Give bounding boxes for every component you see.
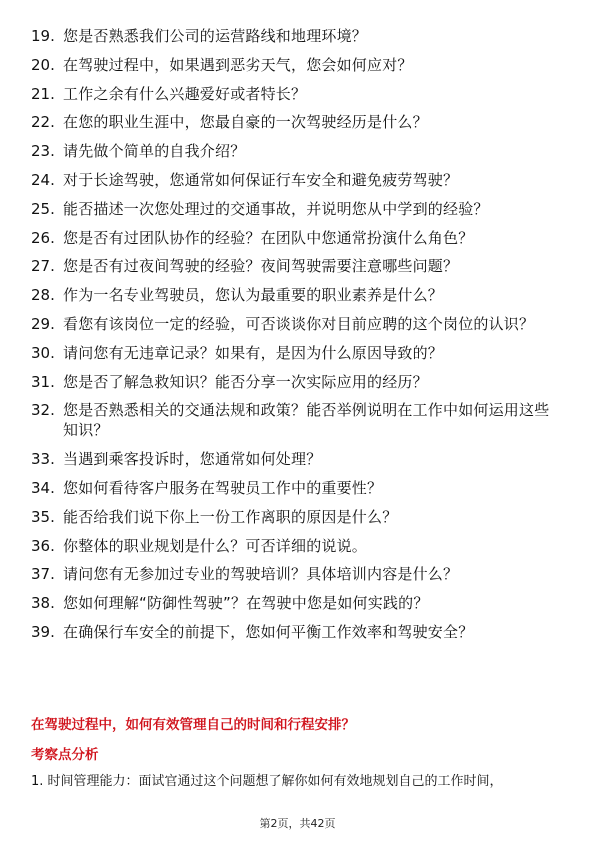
question-item — [31, 228, 561, 248]
question-number: 38. — [31, 594, 55, 613]
question-text: 看您有该岗位一定的经验，可否谈谈你对目前应聘的这个岗位的认识？ — [63, 314, 535, 333]
question-text: 你整体的职业规划是什么？可否详细的说说。 — [63, 536, 368, 555]
question-number: 25. — [31, 199, 55, 218]
question-item — [31, 478, 561, 498]
question-item — [31, 141, 561, 161]
question-number: 39. — [31, 622, 55, 641]
question-item — [31, 55, 561, 75]
analysis-item: 1. 时间管理能力：面试官通过这个问题想了解你如何有效地规划自己的工作时间， — [31, 774, 503, 789]
question-item — [31, 622, 561, 642]
question-item — [31, 507, 561, 527]
question-number: 21. — [31, 84, 55, 103]
question-number: 29. — [31, 314, 55, 333]
question-text: 您如何看待客户服务在驾驶员工作中的重要性？ — [63, 478, 383, 497]
question-number: 35. — [31, 507, 55, 526]
question-item — [31, 84, 561, 104]
question-text: 请先做个简单的自我介绍？ — [63, 142, 246, 161]
question-number: 37. — [31, 565, 55, 584]
question-number: 24. — [31, 170, 55, 189]
question-item — [31, 343, 561, 363]
question-number: 22. — [31, 113, 55, 132]
question-item — [31, 449, 561, 469]
question-number: 33. — [31, 450, 55, 469]
question-text: 您是否了解急救知识？能否分享一次实际应用的经历？ — [63, 372, 428, 391]
analysis-heading: 考察点分析 — [31, 747, 99, 763]
question-item — [31, 536, 561, 556]
question-number: 20. — [31, 55, 55, 74]
question-text: 您如何理解“防御性驾驶”？在驾驶中您是如何实践的？ — [63, 594, 429, 613]
question-text: 您是否熟悉相关的交通法规和政策？能否举例说明在工作中如何运用这些知识？ — [63, 401, 550, 440]
question-text: 在确保行车安全的前提下，您如何平衡工作效率和驾驶安全？ — [63, 622, 474, 641]
question-item — [31, 593, 561, 613]
question-item — [31, 170, 561, 190]
question-text: 您是否熟悉我们公司的运营路线和地理环境？ — [63, 27, 368, 45]
question-item — [31, 564, 561, 584]
question-text: 工作之余有什么兴趣爱好或者特长？ — [63, 84, 307, 103]
question-number: 34. — [31, 478, 55, 497]
page-footer: 第2页，共42页 — [259, 817, 336, 830]
section-question-title: 在驾驶过程中，如何有效管理自己的时间和行程安排？ — [31, 717, 355, 733]
question-item — [31, 256, 561, 276]
question-text: 您是否有过团队协作的经验？在团队中您通常扮演什么角色？ — [63, 228, 474, 247]
question-number: 28. — [31, 286, 55, 305]
question-text: 作为一名专业驾驶员，您认为最重要的职业素养是什么？ — [63, 286, 444, 305]
question-item — [31, 372, 561, 392]
question-item — [31, 285, 561, 305]
question-text: 请问您有无参加过专业的驾驶培训？具体培训内容是什么？ — [63, 565, 459, 584]
question-list — [0, 26, 595, 651]
question-number: 23. — [31, 142, 55, 161]
question-number: 31. — [31, 372, 55, 391]
question-text: 能否描述一次您处理过的交通事故，并说明您从中学到的经验？ — [63, 199, 489, 218]
question-text: 请问您有无违章记录？如果有，是因为什么原因导致的？ — [63, 343, 444, 362]
question-number: 27. — [31, 257, 55, 276]
question-text: 您是否有过夜间驾驶的经验？夜间驾驶需要注意哪些问题？ — [63, 257, 459, 276]
question-item — [31, 314, 561, 334]
question-text: 对于长途驾驶，您通常如何保证行车安全和避免疲劳驾驶？ — [63, 170, 459, 189]
question-number: 30. — [31, 343, 55, 362]
question-text: 能否给我们说下你上一份工作离职的原因是什么？ — [63, 507, 398, 526]
question-number: 19. — [31, 27, 55, 45]
question-text: 当遇到乘客投诉时，您通常如何处理？ — [63, 450, 322, 469]
question-text: 在驾驶过程中，如果遇到恶劣天气，您会如何应对？ — [63, 55, 413, 74]
question-number: 32. — [31, 401, 55, 420]
question-item — [31, 199, 561, 219]
question-text: 在您的职业生涯中，您最自豪的一次驾驶经历是什么？ — [63, 113, 428, 132]
question-number: 36. — [31, 536, 55, 555]
question-number: 26. — [31, 228, 55, 247]
question-item — [31, 26, 561, 46]
question-item — [31, 400, 561, 440]
question-item — [31, 112, 561, 132]
